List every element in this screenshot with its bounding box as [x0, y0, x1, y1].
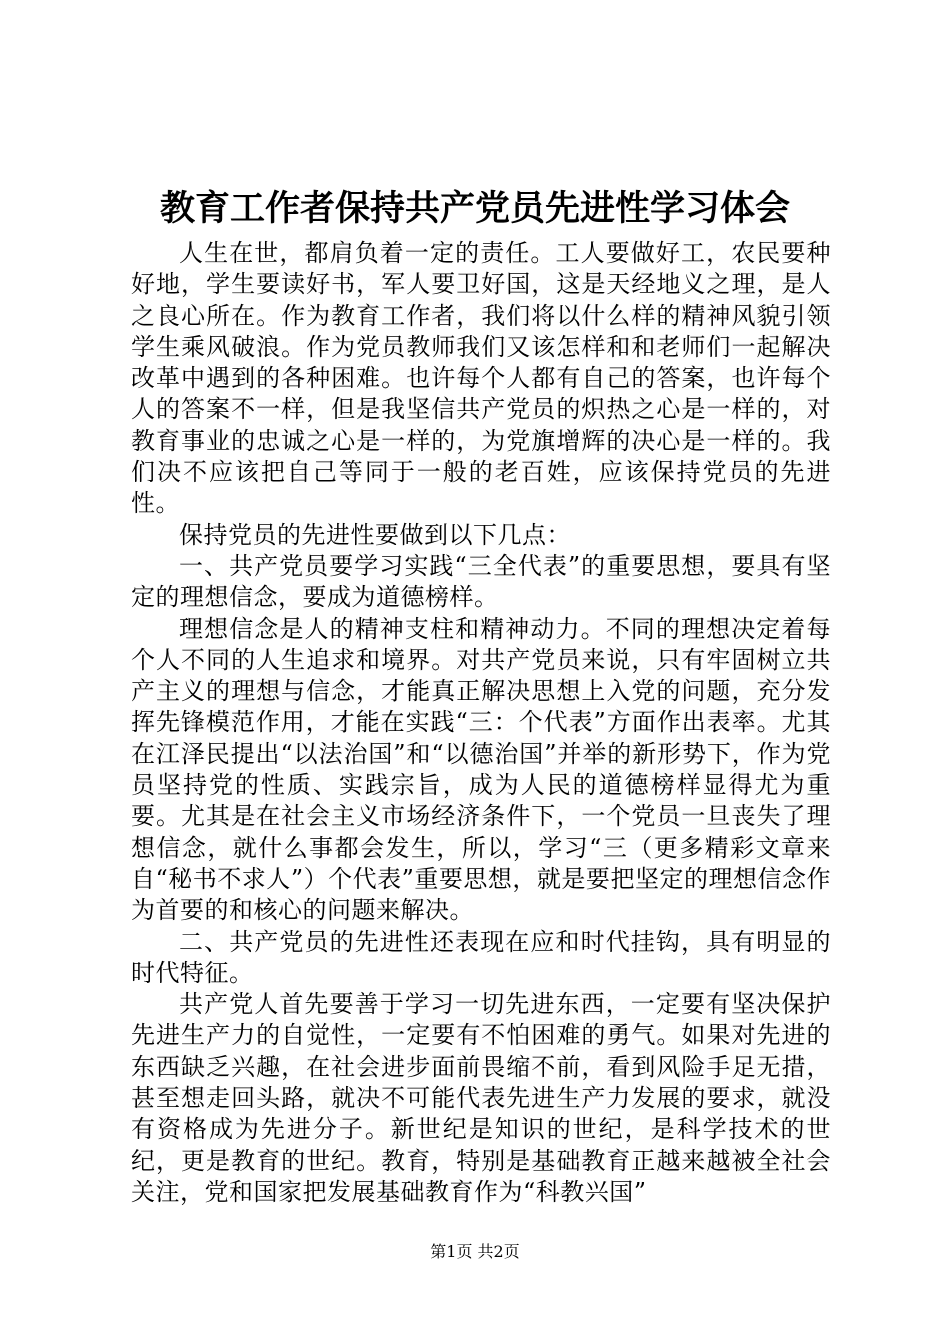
- paragraph-4: 理想信念是人的精神支柱和精神动力。不同的理想决定着每个人不同的人生追求和境界。对共产党员来说，只有牢固树立共产主义的理想与信念，才能真正解决思想上入党的问题，充分发挥先锋模范作用，才能在实践“三：个代表”方面作出表率。尤其在江泽民提出“以法治国”和“以德治国”并举的新形势下，作为党员坚持党的性质、实践宗旨，成为人民的道德榜样显得尤为重要。尤其是在社会主义市场经济条件下，一个党员一旦丧失了理想信念，就什么事都会发生，所以，学习“三（更多精彩文章来自“秘书不求人”）个代表”重要思想，就是要把坚定的理想信念作为首要的和核心的问题来解决。: [131, 614, 831, 925]
- page-number-footer: 第1页 共2页: [430, 1242, 520, 1261]
- paragraph-5: 二、共产党员的先进性还表现在应和时代挂钩，具有明显的时代特征。: [131, 927, 831, 987]
- paragraph-6: 共产党人首先要善于学习一切先进东西，一定要有坚决保护先进生产力的自觉性，一定要有不怕困难的勇气。如果对先进的东西缺乏兴趣，在社会进步面前畏缩不前，看到风险手足无措，甚至想走回头路，就决不可能代表先进生产力发展的要求，就没有资格成为先进分子。新世纪是知识的世纪，是科学技术的世纪，更是教育的世纪。教育，特别是基础教育正越来越被全社会关注，党和国家把发展基础教育作为“科教兴国”: [131, 990, 831, 1206]
- paragraph-2: 保持党员的先进性要做到以下几点：: [179, 520, 571, 549]
- paragraph-3: 一、共产党员要学习实践“三全代表”的重要思想，要具有坚定的理想信念，要成为道德榜样。: [131, 551, 831, 612]
- document-title: 教育工作者保持共产党员先进性学习体会: [159, 189, 790, 229]
- paragraph-1: 人生在世，都肩负着一定的责任。工人要做好工，农民要种好地，学生要读好书，军人要卫好国，这是天经地义之理，是人之良心所在。作为教育工作者，我们将以什么样的精神风貌引领学生乘风破浪。作为党员教师我们又该怎样和和老师们一起解决改革中遇到的各种困难。也许每个人都有自己的答案，也许每个人的答案不一样，但是我坚信共产党员的炽热之心是一样的，对教育事业的忠诚之心是一样的，为党旗增辉的决心是一样的。我们决不应该把自己等同于一般的老百姓，应该保持党员的先进性。: [131, 239, 831, 518]
- document-body: [131, 238, 831, 1208]
